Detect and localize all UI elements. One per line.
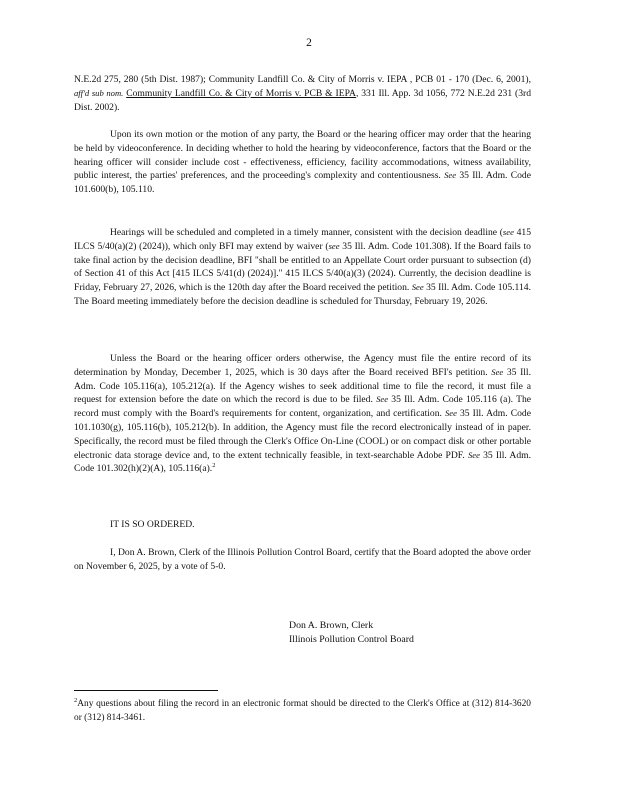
hearings-text-d: 35 Ill. Adm. Code 105.114. The Board meeting immediately before the decision deadline is scheduled for Thursday, February 19, 2026. xyxy=(74,282,531,307)
footnote-divider xyxy=(74,690,218,691)
record-text-d: 35 Ill. Adm. Code 101.1030(g), 105.116(b), 105.212(b). In addition, the Agency must file the record electronically instead of in paper. Specifically, the record must be filed through the Clerk's Office On-Line (COOL) or on compact disk or other portable electronic data storage device and, to the extent technically feasible, in text-searchable Adobe PDF. xyxy=(74,408,531,461)
hearings-text-a: Hearings will be scheduled and completed in a timely manner, consistent with the decision deadline ( xyxy=(110,227,503,238)
citation-case-name: Community Landfill Co. & City of Morris v. PCB & IEPA xyxy=(126,87,356,99)
citation-text: N.E.2d 275, 280 (5th Dist. 1987); Community Landfill Co. & City of Morris v. IEPA , PCB 01 - 170 (Dec. 6, 2001), xyxy=(74,74,531,85)
see-signal: See xyxy=(444,170,457,181)
record-text-a: Unless the Board or the hearing officer orders otherwise, the Agency must file the entire record of its determination by Monday, December 1, 2025, which is 30 days after the Board received BFI's petition. xyxy=(74,353,531,378)
record-text-c: 35 Ill. Adm. Code 105.116 (a). The record must comply with the Board's requirements for content, organization, and certification. xyxy=(74,394,531,420)
so-ordered: IT IS SO ORDERED. xyxy=(110,519,195,530)
record-text-e: 35 Ill. Adm. Code 101.302(h)(2)(A), 105.116(a). xyxy=(74,449,532,475)
citation-paragraph xyxy=(74,73,531,114)
footnote-mark: 2 xyxy=(74,696,78,704)
videoconference-paragraph xyxy=(74,128,531,197)
hearings-paragraph xyxy=(74,226,531,309)
footnote-reference[interactable]: 2 xyxy=(212,462,216,470)
see-signal: see xyxy=(502,227,514,237)
citation-aff: aff'd sub nom. xyxy=(74,87,124,98)
certification-paragraph: I, Don A. Brown, Clerk of the Illinois Pollution Control Board, certify that the Board adopted the above order on November 6, 2025, by a vote of 5-0. xyxy=(74,547,531,572)
hearings-text-c: 35 Ill. Adm. Code 101.308). If the Board fails to take final action by the decision deadline, BFI "shall be entitled to an Appellate Court order pursuant to subsection (d) of Section 41 of this Act [415 ILCS 5/41(d) (2024)]." 415 ILCS 5/40(a)(3) (2024). Currently, the decision deadline is Friday, February 27, 2026, which is the 120th day after the Board received the petition. xyxy=(74,240,531,294)
see-signal: See xyxy=(444,408,457,419)
videoconference-cite: 35 Ill. Adm. Code 101.600(b), 105.110. xyxy=(74,170,531,196)
citation-rest: , 331 Ill. App. 3d 1056, 772 N.E.2d 231 (3rd Dist. 2002). xyxy=(74,87,531,113)
signature-name: Don A. Brown, Clerk xyxy=(289,620,374,631)
hearings-text-b: 415 ILCS 5/40(a)(2) (2024)), which only BFI may extend by waiver ( xyxy=(74,227,531,252)
see-signal: See xyxy=(491,366,504,377)
footnote-text: Any questions about filing the record in an electronic format should be directed to the Clerk's Office at (312) 814-3620 or (312) 814-3461. xyxy=(74,699,531,723)
footnote xyxy=(74,698,531,726)
videoconference-text: Upon its own motion or the motion of any party, the Board or the hearing officer may order that the hearing be held by videoconference. In deciding whether to hold the hearing by videoconference, factors that the Board or the hearing officer will consider include cost - effectiveness, efficiency, facility accommodations, witness availability, public interest, the parties' preferences, and the proceeding's complexity and contentiousness. xyxy=(74,129,531,182)
page-number: 2 xyxy=(306,37,312,49)
see-signal: See xyxy=(411,282,424,293)
see-signal: See xyxy=(376,394,389,405)
record-paragraph xyxy=(74,352,531,476)
see-signal: See xyxy=(467,449,480,460)
signature-org: Illinois Pollution Control Board xyxy=(289,634,414,645)
see-signal: see xyxy=(328,240,340,251)
record-text-b: 35 Ill. Adm. Code 105.116(a), 105.212(a). If the Agency wishes to seek additional time to file the record, it must file a request for extension before the date on which the record is due to be filed. xyxy=(74,366,531,406)
